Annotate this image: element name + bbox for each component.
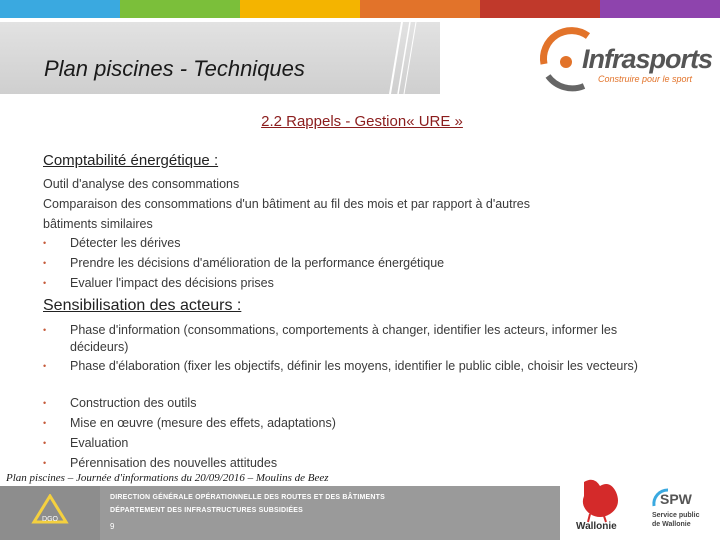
strip-segment — [240, 0, 360, 18]
strip-segment — [120, 0, 240, 18]
strip-segment — [600, 0, 720, 18]
bullet-item — [43, 255, 673, 272]
strip-segment — [360, 0, 480, 18]
bullet-icon: • — [43, 398, 47, 408]
bullet-text: Détecter les dérives — [70, 236, 181, 250]
bullet-item — [43, 435, 673, 452]
logo-text: Infrasports — [582, 44, 713, 74]
bullet-icon: • — [43, 361, 47, 371]
page-number: 9 — [110, 522, 115, 531]
text-line: bâtiments similaires — [43, 217, 153, 231]
bullet-icon: • — [43, 278, 47, 288]
direction-line-1: DIRECTION GÉNÉRALE OPÉRATIONNELLE DES ROUTES ET DES BÂTIMENTS — [110, 494, 385, 501]
strip-segment — [480, 0, 600, 18]
section-heading-sensibilisation: Sensibilisation des acteurs : — [43, 297, 242, 314]
bullet-text: Mise en œuvre (mesure des effets, adaptations) — [70, 416, 336, 430]
slide-title: Plan piscines - Techniques — [44, 56, 305, 81]
bullet-text: Phase d'élaboration (fixer les objectifs, définir les moyens, identifier le public cible, choisir les vecteurs) — [70, 359, 638, 373]
dgo-logo-icon — [30, 494, 70, 528]
spw-subtitle-2: de Wallonie — [652, 521, 691, 528]
bullet-text: Construction des outils — [70, 396, 197, 410]
svg-text:DGO: DGO — [42, 516, 58, 523]
bullet-item — [43, 322, 673, 356]
bullet-icon: • — [43, 458, 47, 468]
bullet-item — [43, 415, 673, 432]
bullet-item — [43, 235, 673, 252]
bullet-item — [43, 395, 673, 412]
wallonie-label: Wallonie — [576, 521, 617, 532]
spw-label: SPW — [660, 491, 692, 507]
strip-segment — [0, 0, 120, 18]
bullet-text: Evaluation — [70, 436, 129, 450]
logo-tagline: Construire pour le sport — [598, 74, 693, 84]
bullet-text: Phase d'information (consommations, comportements à changer, identifier les acteurs, informer les décideurs) — [70, 323, 618, 354]
bullet-icon: • — [43, 238, 47, 248]
section-heading-comptabilite: Comptabilité énergétique : — [43, 152, 219, 169]
bullet-icon: • — [43, 418, 47, 428]
bullet-item — [43, 275, 673, 292]
top-color-strip — [0, 0, 720, 18]
spw-subtitle-1: Service public — [652, 512, 700, 519]
bullet-icon: • — [43, 258, 47, 268]
direction-line-2: DÉPARTEMENT DES INFRASTRUCTURES SUBSIDIÉES — [110, 507, 304, 514]
text-line: Outil d'analyse des consommations — [43, 177, 240, 191]
header-stripes-decoration — [380, 22, 440, 94]
section-subtitle: 2.2 Rappels - Gestion« URE » — [261, 113, 463, 130]
bullet-text: Pérennisation des nouvelles attitudes — [70, 456, 278, 470]
bullet-text: Evaluer l'impact des décisions prises — [70, 276, 274, 290]
footer-caption: Plan piscines – Journée d'informations du 20/09/2016 – Moulins de Beez — [6, 472, 329, 484]
bullet-icon: • — [43, 438, 47, 448]
bullet-item — [43, 358, 673, 375]
bullet-icon: • — [43, 325, 47, 335]
text-line: Comparaison des consommations d'un bâtiment au fil des mois et par rapport à d'autres — [43, 197, 530, 211]
bullet-text: Prendre les décisions d'amélioration de la performance énergétique — [70, 256, 445, 270]
